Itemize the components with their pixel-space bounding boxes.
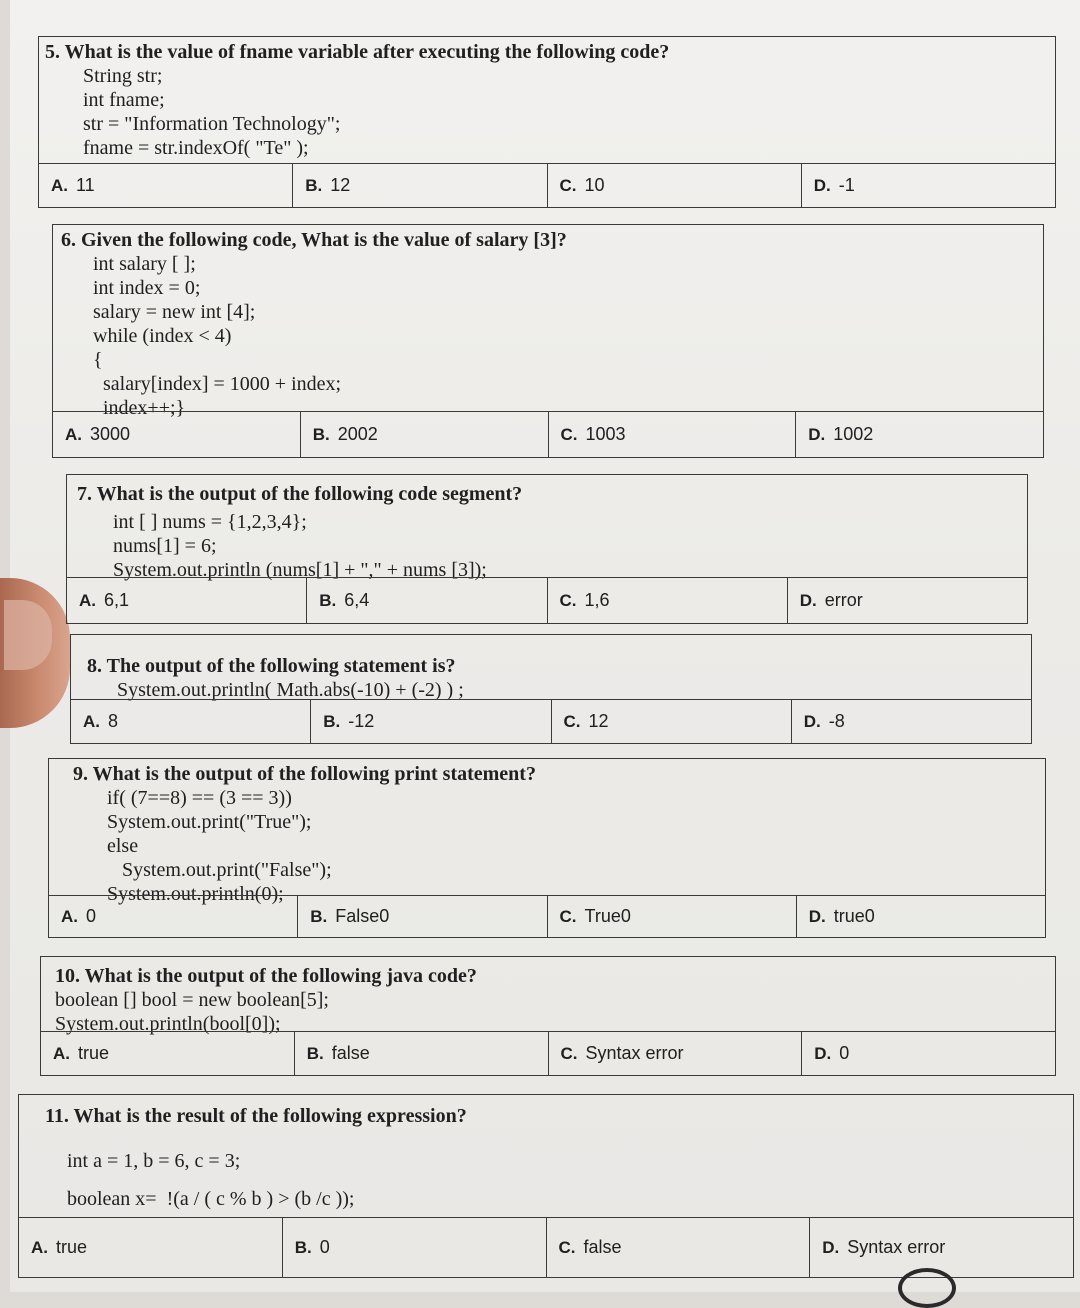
option-c[interactable]: C. 12: [552, 700, 792, 743]
question-7: [66, 474, 1028, 624]
question-5-title: 5. What is the value of fname variable after executing the following code?: [45, 41, 670, 63]
code-line: System.out.println( Math.abs(-10) + (-2) ) ;: [117, 679, 464, 701]
code-line: boolean x= !(a / ( c % b ) > (b /c ));: [67, 1188, 355, 1210]
question-7-title: 7. What is the output of the following code segment?: [77, 483, 523, 505]
code-line: System.out.println (nums[1] + "," + nums [3]);: [113, 559, 487, 581]
option-b[interactable]: B. false: [295, 1032, 549, 1075]
code-line: System.out.println(0);: [107, 883, 284, 905]
code-line: int fname;: [83, 89, 165, 111]
code-line: while (index < 4): [93, 325, 232, 347]
question-6-options: [53, 411, 1043, 457]
code-line: System.out.println(bool[0]);: [55, 1013, 281, 1035]
option-a[interactable]: A. 6,1: [67, 578, 307, 623]
option-c[interactable]: C. 1,6: [548, 578, 788, 623]
option-c[interactable]: C. 10: [548, 164, 802, 207]
option-a[interactable]: A. true: [19, 1218, 283, 1277]
code-line: int a = 1, b = 6, c = 3;: [67, 1150, 241, 1172]
option-d[interactable]: D. true0: [808, 906, 875, 926]
option-a[interactable]: A. true: [41, 1032, 295, 1075]
question-8: [70, 634, 1032, 744]
thumb-nail: [4, 600, 52, 670]
code-line: System.out.print("False");: [107, 859, 332, 881]
option-a[interactable]: A. 11: [39, 164, 293, 207]
code-line: int salary [ ];: [93, 253, 196, 275]
option-b[interactable]: B. False0: [298, 896, 547, 937]
code-line: index++;}: [93, 397, 186, 419]
question-9: [48, 758, 1046, 938]
question-9-title: 9. What is the output of the following print statement?: [73, 763, 536, 785]
question-11: [18, 1094, 1074, 1278]
question-8-title: 8. The output of the following statement is?: [87, 655, 456, 677]
code-line: nums[1] = 6;: [113, 535, 217, 557]
option-b[interactable]: B. -12: [311, 700, 551, 743]
option-d[interactable]: D. -1: [813, 175, 855, 195]
option-d[interactable]: D. -8: [803, 711, 845, 731]
code-line: if( (7==8) == (3 == 3)): [107, 787, 292, 809]
option-a[interactable]: A. 8: [71, 700, 311, 743]
code-line: salary = new int [4];: [93, 301, 256, 323]
option-d[interactable]: D. 1002: [808, 424, 874, 444]
option-a[interactable]: A. 0: [49, 896, 298, 937]
code-line: else: [107, 835, 139, 857]
question-8-options: [71, 699, 1031, 743]
option-d[interactable]: D. Syntax error: [822, 1237, 946, 1257]
code-line: fname = str.indexOf( "Te" );: [83, 137, 309, 159]
question-7-options: [67, 577, 1027, 623]
option-c[interactable]: C. Syntax error: [549, 1032, 803, 1075]
option-d[interactable]: D. error: [799, 590, 863, 610]
option-b[interactable]: B. 0: [283, 1218, 547, 1277]
code-line: {: [93, 349, 103, 371]
option-b[interactable]: B. 12: [293, 164, 547, 207]
option-b[interactable]: B. 2002: [301, 412, 549, 457]
question-11-title: 11. What is the result of the following expression?: [45, 1105, 467, 1127]
question-10-title: 10. What is the output of the following java code?: [55, 965, 477, 987]
question-10-options: [41, 1031, 1055, 1075]
option-c[interactable]: C. True0: [548, 896, 797, 937]
question-10: [40, 956, 1056, 1076]
question-6: [52, 224, 1044, 458]
code-line: boolean [] bool = new boolean[5];: [55, 989, 329, 1011]
option-a[interactable]: A. 3000: [53, 412, 301, 457]
code-line: int index = 0;: [93, 277, 201, 299]
option-c[interactable]: C. false: [547, 1218, 811, 1277]
code-line: str = "Information Technology";: [83, 113, 341, 135]
question-5-options: [39, 163, 1055, 207]
option-b[interactable]: B. 6,4: [307, 578, 547, 623]
option-c[interactable]: C. 1003: [549, 412, 797, 457]
code-line: String str;: [83, 65, 163, 87]
code-line: int [ ] nums = {1,2,3,4};: [113, 511, 307, 533]
stamp-icon: [898, 1268, 956, 1308]
question-9-options: [49, 895, 1045, 937]
option-d[interactable]: D. 0: [814, 1043, 850, 1063]
code-line: salary[index] = 1000 + index;: [93, 373, 342, 395]
question-6-title: 6. Given the following code, What is the value of salary [3]?: [61, 229, 567, 251]
question-5: [38, 36, 1056, 208]
question-11-options: [19, 1217, 1073, 1277]
code-line: System.out.print("True");: [107, 811, 312, 833]
